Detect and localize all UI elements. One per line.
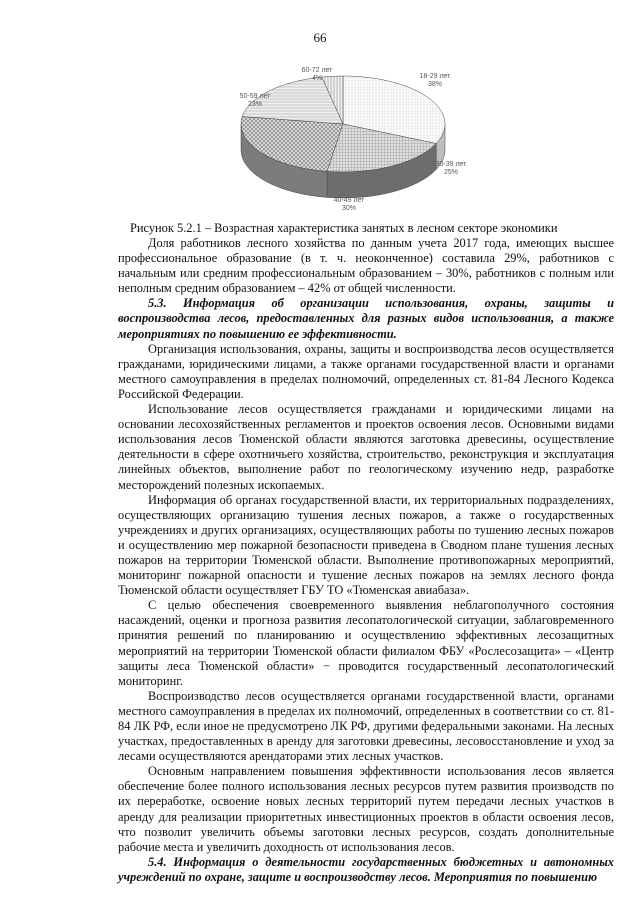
slice-label-range: 18-29 лет: [419, 73, 451, 80]
pie-tops: [241, 76, 445, 172]
slice-label-percent: 23%: [247, 101, 263, 108]
paragraph-fire-authorities: Информация об органах государственной власти, их территориальных подразделениях, осуществляющих организацию тушения лесных пожаров, а также о государственных учреждениях и других организациях, осуществляющих работы по тушению лесных пожаров и осуществлению мер пожарной безопасности приведена в Сводном плане тушения лесных пожаров на территории Тюменской области. Выполнение противопожарных мероприятий, мониторинг пожарной опасности и тушение лесных пожаров на землях лесного фонда Тюменской области осуществляет ГБУ ТО «Тюменская авиабаза».: [118, 492, 614, 598]
slice-label-range: 60-72 лет: [301, 67, 333, 74]
paragraph-monitoring: С целью обеспечения своевременного выявления неблагополучного состояния насаждений, оценки и прогноза развития лесопатологической ситуации, заблаговременного принятия решений по планированию и осуществлению эффективных лесозащитных мероприятий на территории Тюменской области филиалом ФБУ «Рослесозащита» – «Центр защиты леса Тюменской области» − проводится государственный лесопатологический мониторинг.: [118, 598, 614, 688]
slice-label-range: 50-59 лет: [239, 93, 271, 100]
slice-label-percent: 4%: [311, 75, 323, 82]
slice-label-percent: 25%: [443, 169, 459, 176]
page-number: 66: [313, 30, 327, 45]
paragraph-efficiency: Основным направлением повышения эффективности использования лесов является обеспечение более полного использования лесных ресурсов путем развития производств по их переработке, освоение новых лесных территорий путем передачи лесных участков в аренду для реализации приоритетных инвестиционных проектов в области освоения лесов, что позволит увеличить объемы заготовки лесных ресурсов, создать дополнительные рабочие места и увеличить доходность от использования лесов.: [118, 764, 614, 854]
paragraph-education: Доля работников лесного хозяйства по данным учета 2017 года, имеющих высшее профессиональное образование (в т. ч. неоконченное) составила 29%, работников с начальным или средним профессиональным образованием – 30%, работников с полным или неполным средним образованием – 42% от общей численности.: [118, 236, 614, 296]
slice-label-range: 30-39 лет: [435, 161, 467, 168]
age-pie-chart: [225, 62, 485, 222]
paragraph-forest-use: Использование лесов осуществляется гражданами и юридическими лицами на основании лесохозяйственных регламентов и проектов освоения лесов. Основными видами использования лесов Тюменской области являются заготовка древесины, осуществление деятельности в сфере охотничьего хозяйства, строительство, реконструкция и эксплуатация линейных объектов, выполнение работ по геологическому изучению недр, разработке месторождений полезных ископаемых.: [118, 402, 614, 492]
section-heading-5-3: 5.3. Информация об организации использования, охраны, защиты и воспроизводства лесов, предоставленных для разных видов использования, а также мероприятиях по повышению ее эффективности.: [118, 296, 614, 341]
pie-chart-svg: [225, 62, 485, 222]
paragraph-reproduction: Воспроизводство лесов осуществляется органами государственной власти, органами местного самоуправления в пределах их полномочий, определенных в соответствии со ст. 81-84 ЛК РФ, если иное не предусмотрено ЛК РФ, другими федеральными законами. На лесных участках, предоставленных в аренду для заготовки древесины, лесовосстановление и уход за лесами осуществляются арендаторами этих лесных участков.: [118, 688, 614, 764]
body-text: [118, 236, 614, 885]
paragraph-organization: Организация использования, охраны, защиты и воспроизводства лесов осуществляется гражданами, юридическими лицами, а также органами государственной власти и органами местного самоуправления в пределах полномочий, определенных ст. 81-84 Лесного Кодекса Российской Федерации.: [118, 341, 614, 401]
slice-label-percent: 30%: [341, 205, 357, 212]
slice-label-range: 40-49 лет: [333, 197, 365, 204]
slice-label-percent: 38%: [427, 81, 443, 88]
figure-caption: Рисунок 5.2.1 – Возрастная характеристика занятых в лесном секторе экономики: [130, 221, 558, 235]
section-heading-5-4: 5.4. Информация о деятельности государственных бюджетных и автономных учреждений по охране, защите и воспроизводству лесов. Мероприятия по повышению: [118, 854, 614, 884]
